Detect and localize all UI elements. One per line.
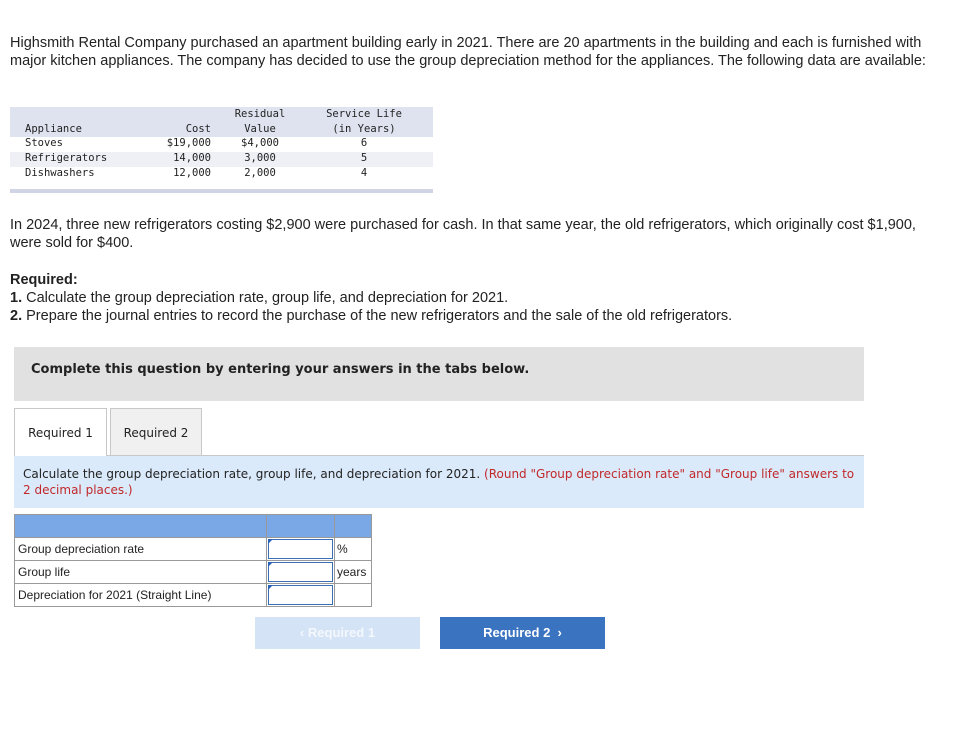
next-button-label: Required 2 xyxy=(483,625,551,640)
required-item-2-number: 2. xyxy=(10,308,23,324)
answer-label: Group depreciation rate xyxy=(15,538,267,561)
row-appliance: Refrigerators xyxy=(25,152,108,164)
instruction-rounding-note: (Round "Group depreciation rate" and "Group life" answers to 2 decimal places.) xyxy=(23,467,855,497)
required-item-1-text: Calculate the group depreciation rate, group life, and depreciation for 2021. xyxy=(26,290,509,306)
header-appliance: Appliance xyxy=(25,123,82,135)
header-residual-line1: Residual xyxy=(234,108,286,120)
prev-button-label: Required 1 xyxy=(307,625,376,640)
table-row xyxy=(10,167,433,182)
header-service-line2: (in Years) xyxy=(332,123,396,135)
answer-label: Group life xyxy=(15,561,267,584)
answer-table xyxy=(14,514,372,607)
answer-unit xyxy=(335,584,372,607)
answer-label: Depreciation for 2021 (Straight Line) xyxy=(15,584,267,607)
table-row xyxy=(15,561,372,584)
group-life-input[interactable] xyxy=(268,562,333,582)
required-heading: Required: xyxy=(10,272,78,288)
row-cost: $19,000 xyxy=(166,137,211,149)
row-life: 4 xyxy=(360,167,368,179)
chevron-left-icon: ‹ xyxy=(299,625,305,640)
row-cost: 12,000 xyxy=(173,167,211,179)
answer-unit: years xyxy=(335,561,372,584)
tab-required-2[interactable]: Required 2 xyxy=(110,408,202,456)
row-appliance: Dishwashers xyxy=(25,167,95,179)
required-item-2 xyxy=(10,308,732,324)
required-item-1-number: 1. xyxy=(10,290,23,306)
header-residual-line2: Value xyxy=(244,123,276,135)
table-row xyxy=(10,152,433,167)
depreciation-2021-input[interactable] xyxy=(268,585,333,605)
table-row xyxy=(10,137,433,152)
row-life: 6 xyxy=(360,137,368,149)
appliance-data-table xyxy=(10,107,433,193)
row-residual: 3,000 xyxy=(244,152,276,164)
data-table-header xyxy=(10,107,433,137)
group-depreciation-rate-input[interactable] xyxy=(268,539,333,559)
header-cost: Cost xyxy=(185,123,211,135)
tab-instruction xyxy=(14,456,864,508)
table-row xyxy=(15,584,372,607)
row-residual: $4,000 xyxy=(241,137,279,149)
instruction-text: Calculate the group depreciation rate, group life, and depreciation for 2021. xyxy=(23,467,481,481)
row-cost: 14,000 xyxy=(173,152,211,164)
row-life: 5 xyxy=(360,152,368,164)
problem-intro: Highsmith Rental Company purchased an apartment building early in 2021. There are 20 apartments in the building and each is furnished with major kitchen appliances. The company has decided to use the group depreciation method for the appliances. The following data are available: xyxy=(10,35,926,69)
next-required-button[interactable] xyxy=(440,617,605,649)
chevron-right-icon: › xyxy=(553,625,562,640)
answer-unit: % xyxy=(335,538,372,561)
required-item-1 xyxy=(10,290,508,306)
instructions-banner: Complete this question by entering your answers in the tabs below. xyxy=(14,347,864,401)
problem-paragraph-2: In 2024, three new refrigerators costing $2,900 were purchased for cash. In that same year, the old refrigerators, which originally cost $1,900, were sold for $400. xyxy=(10,217,916,251)
prev-required-button[interactable] xyxy=(255,617,420,649)
header-service-line1: Service Life xyxy=(326,108,402,120)
table-row xyxy=(15,538,372,561)
required-item-2-text: Prepare the journal entries to record the purchase of the new refrigerators and the sale of the old refrigerators. xyxy=(26,308,733,324)
tab-required-1[interactable]: Required 1 xyxy=(14,408,107,456)
row-residual: 2,000 xyxy=(244,167,276,179)
answer-table-header xyxy=(15,515,372,538)
row-appliance: Stoves xyxy=(25,137,63,149)
